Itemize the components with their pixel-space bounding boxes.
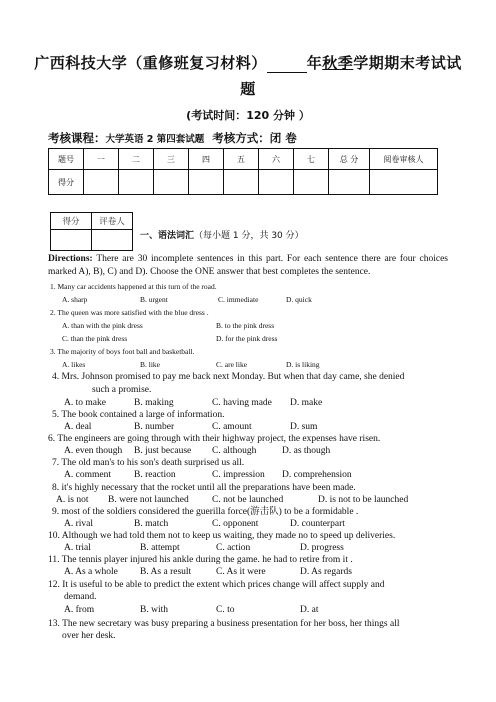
question-option: D. make xyxy=(290,398,323,408)
question-option: B. urgent xyxy=(140,295,168,304)
question-option: B. attempt xyxy=(140,543,180,553)
question-stem: 5. The book contained a large of information. xyxy=(52,410,225,420)
score-cell xyxy=(329,170,370,195)
question-option: A. rival xyxy=(64,519,94,529)
question-option: C. action xyxy=(216,543,251,553)
question-option: D. progress xyxy=(300,543,344,553)
question-stem: 13. The new secretary was busy preparing a business presentation for her boss, her things all xyxy=(48,619,400,629)
question-option: A. to make xyxy=(64,398,106,408)
question-stem: 3. The majority of boys foot ball and basketball. xyxy=(50,347,195,356)
question-option: A. comment xyxy=(64,470,111,480)
score-header-cell: 题号 xyxy=(49,149,84,170)
question-stem: 7. The old man's to his son's death surprised us all. xyxy=(52,458,245,468)
score-header-cell: 五 xyxy=(224,149,259,170)
question-option: D. for the pink dress xyxy=(216,334,278,343)
question-option: B. to the pink dress xyxy=(216,321,275,330)
grader-label: 评卷人 xyxy=(92,213,133,230)
question-stem: 1. Many car accidents happened at this turn of the road. xyxy=(50,282,217,291)
question-option: C. although xyxy=(212,446,257,456)
question-option: C. not be launched xyxy=(212,495,284,505)
score-row-label: 得分 xyxy=(49,170,84,195)
question-option: A. As a whole xyxy=(64,567,118,577)
directions-text: There are 30 incomplete sentences in this part. For each sentence there are four choices marked A), B), C) and D). Choose the ONE answer that best completes the sentence. xyxy=(48,254,448,277)
grader-score-label: 得分 xyxy=(51,213,92,230)
question-option: C. amount xyxy=(212,422,252,432)
question-stem: 4. Mrs. Johnson promised to pay me back next Monday. But when that day came, she denied xyxy=(52,372,405,382)
school-name: 广西科技大学（重修班复习材料） xyxy=(34,54,267,72)
grader-name-cell xyxy=(92,230,133,251)
course-label: 考核课程： xyxy=(48,131,106,145)
question-option: C. immediate xyxy=(218,295,259,304)
question-option: B. number xyxy=(134,422,175,432)
question-stem-cont: demand. xyxy=(64,592,97,602)
question-option: B. making xyxy=(134,398,174,408)
grader-score-cell xyxy=(51,230,92,251)
score-header-cell: 三 xyxy=(154,149,189,170)
section-heading xyxy=(140,228,304,241)
question-option: A. is not xyxy=(56,495,89,505)
question-option: C. than the pink dress xyxy=(62,334,128,343)
question-stem: 6. The engineers are going through with their highway project, the expenses have risen. xyxy=(48,434,381,444)
score-cell xyxy=(84,170,119,195)
exam-method: 考核方式：闭 卷 xyxy=(212,131,297,145)
question-option: B. match xyxy=(134,519,169,529)
question-stem: 11. The tennis player injured his ankle during the game. he had to retire from it . xyxy=(48,555,353,565)
score-header-cell: 七 xyxy=(294,149,329,170)
question-option: A. even though xyxy=(64,446,123,456)
course-name: 大学英语 2 第四套试题 xyxy=(105,134,205,145)
section-note: （每小题 1 分，共 30 分） xyxy=(194,231,304,241)
score-header-cell: 阅卷审核人 xyxy=(370,149,438,170)
question-stem-cont: such a promise. xyxy=(92,385,152,395)
score-cell xyxy=(189,170,224,195)
question-option: B. like xyxy=(140,360,160,369)
question-option: B. just because xyxy=(134,446,192,456)
question-stem-cont: over her desk. xyxy=(62,631,116,641)
question-option: D. As regards xyxy=(300,567,352,577)
question-option: C. impression xyxy=(212,470,265,480)
score-header-cell: 六 xyxy=(259,149,294,170)
score-header-cell: 总 分 xyxy=(329,149,370,170)
question-option: A. trial xyxy=(64,543,91,553)
section-title: 一、语法词汇 xyxy=(140,231,195,241)
question-option: A. likes xyxy=(62,360,86,369)
question-stem: 12. It is useful to be able to predict the extent which prices change will affect supply and xyxy=(48,580,385,590)
question-option: C. to xyxy=(216,605,235,615)
score-cell xyxy=(259,170,294,195)
course-line xyxy=(48,130,297,146)
score-table-score-row xyxy=(49,170,438,195)
score-table xyxy=(48,148,438,195)
question-option: B. reaction xyxy=(134,470,176,480)
score-cell xyxy=(119,170,154,195)
question-option: D. comprehension xyxy=(282,470,352,480)
score-cell xyxy=(370,170,438,195)
question-option: C. having made xyxy=(212,398,272,408)
question-option: D. is liking xyxy=(286,360,320,369)
question-option: D. as though xyxy=(282,446,331,456)
directions-label: Directions: xyxy=(48,254,93,264)
question-stem: 2. The queen was more satisfied with the blue dress . xyxy=(50,308,209,317)
question-option: C. are like xyxy=(216,360,248,369)
score-header-cell: 四 xyxy=(189,149,224,170)
question-option: B. with xyxy=(140,605,168,615)
score-cell xyxy=(224,170,259,195)
question-stem: 10. Although we had told them not to keep us waiting, they made no to speed up deliveries. xyxy=(48,531,396,541)
question-option: A. sharp xyxy=(62,295,88,304)
question-option: D. sum xyxy=(290,422,318,432)
question-option: D. quick xyxy=(286,295,312,304)
term-text: 学期期末考试试 xyxy=(353,54,462,72)
score-header-cell: 一 xyxy=(84,149,119,170)
question-option: D. at xyxy=(300,605,319,615)
question-option: C. opponent xyxy=(212,519,259,529)
question-option: D. is not to be launched xyxy=(318,495,409,505)
question-option: C. As it were xyxy=(216,567,266,577)
exam-time: (考试时间：120 分钟 ） xyxy=(186,109,310,122)
question-option: A. from xyxy=(64,605,95,615)
question-stem: 8. it's highly necessary that the rocket until all the preparations have been made. xyxy=(52,483,356,493)
question-option: A. than with the pink dress xyxy=(62,321,143,330)
grader-box xyxy=(50,212,133,251)
exam-title-line2: 题 xyxy=(240,80,256,98)
score-header-cell: 二 xyxy=(119,149,154,170)
question-option: B. As a result xyxy=(140,567,192,577)
score-cell xyxy=(154,170,189,195)
season: 秋季 xyxy=(322,54,354,72)
year-blank xyxy=(267,58,307,73)
score-table-header-row xyxy=(49,149,438,170)
year-suffix: 年 xyxy=(306,54,323,72)
question-option: B. were not launched xyxy=(108,495,189,505)
question-stem: 9. most of the soldiers considered the guerilla force(游击队) to be a formidable . xyxy=(52,507,359,517)
score-cell xyxy=(294,170,329,195)
question-option: A. deal xyxy=(64,422,92,432)
exam-title xyxy=(0,52,496,73)
question-option: D. counterpart xyxy=(290,519,345,529)
directions xyxy=(48,253,448,279)
